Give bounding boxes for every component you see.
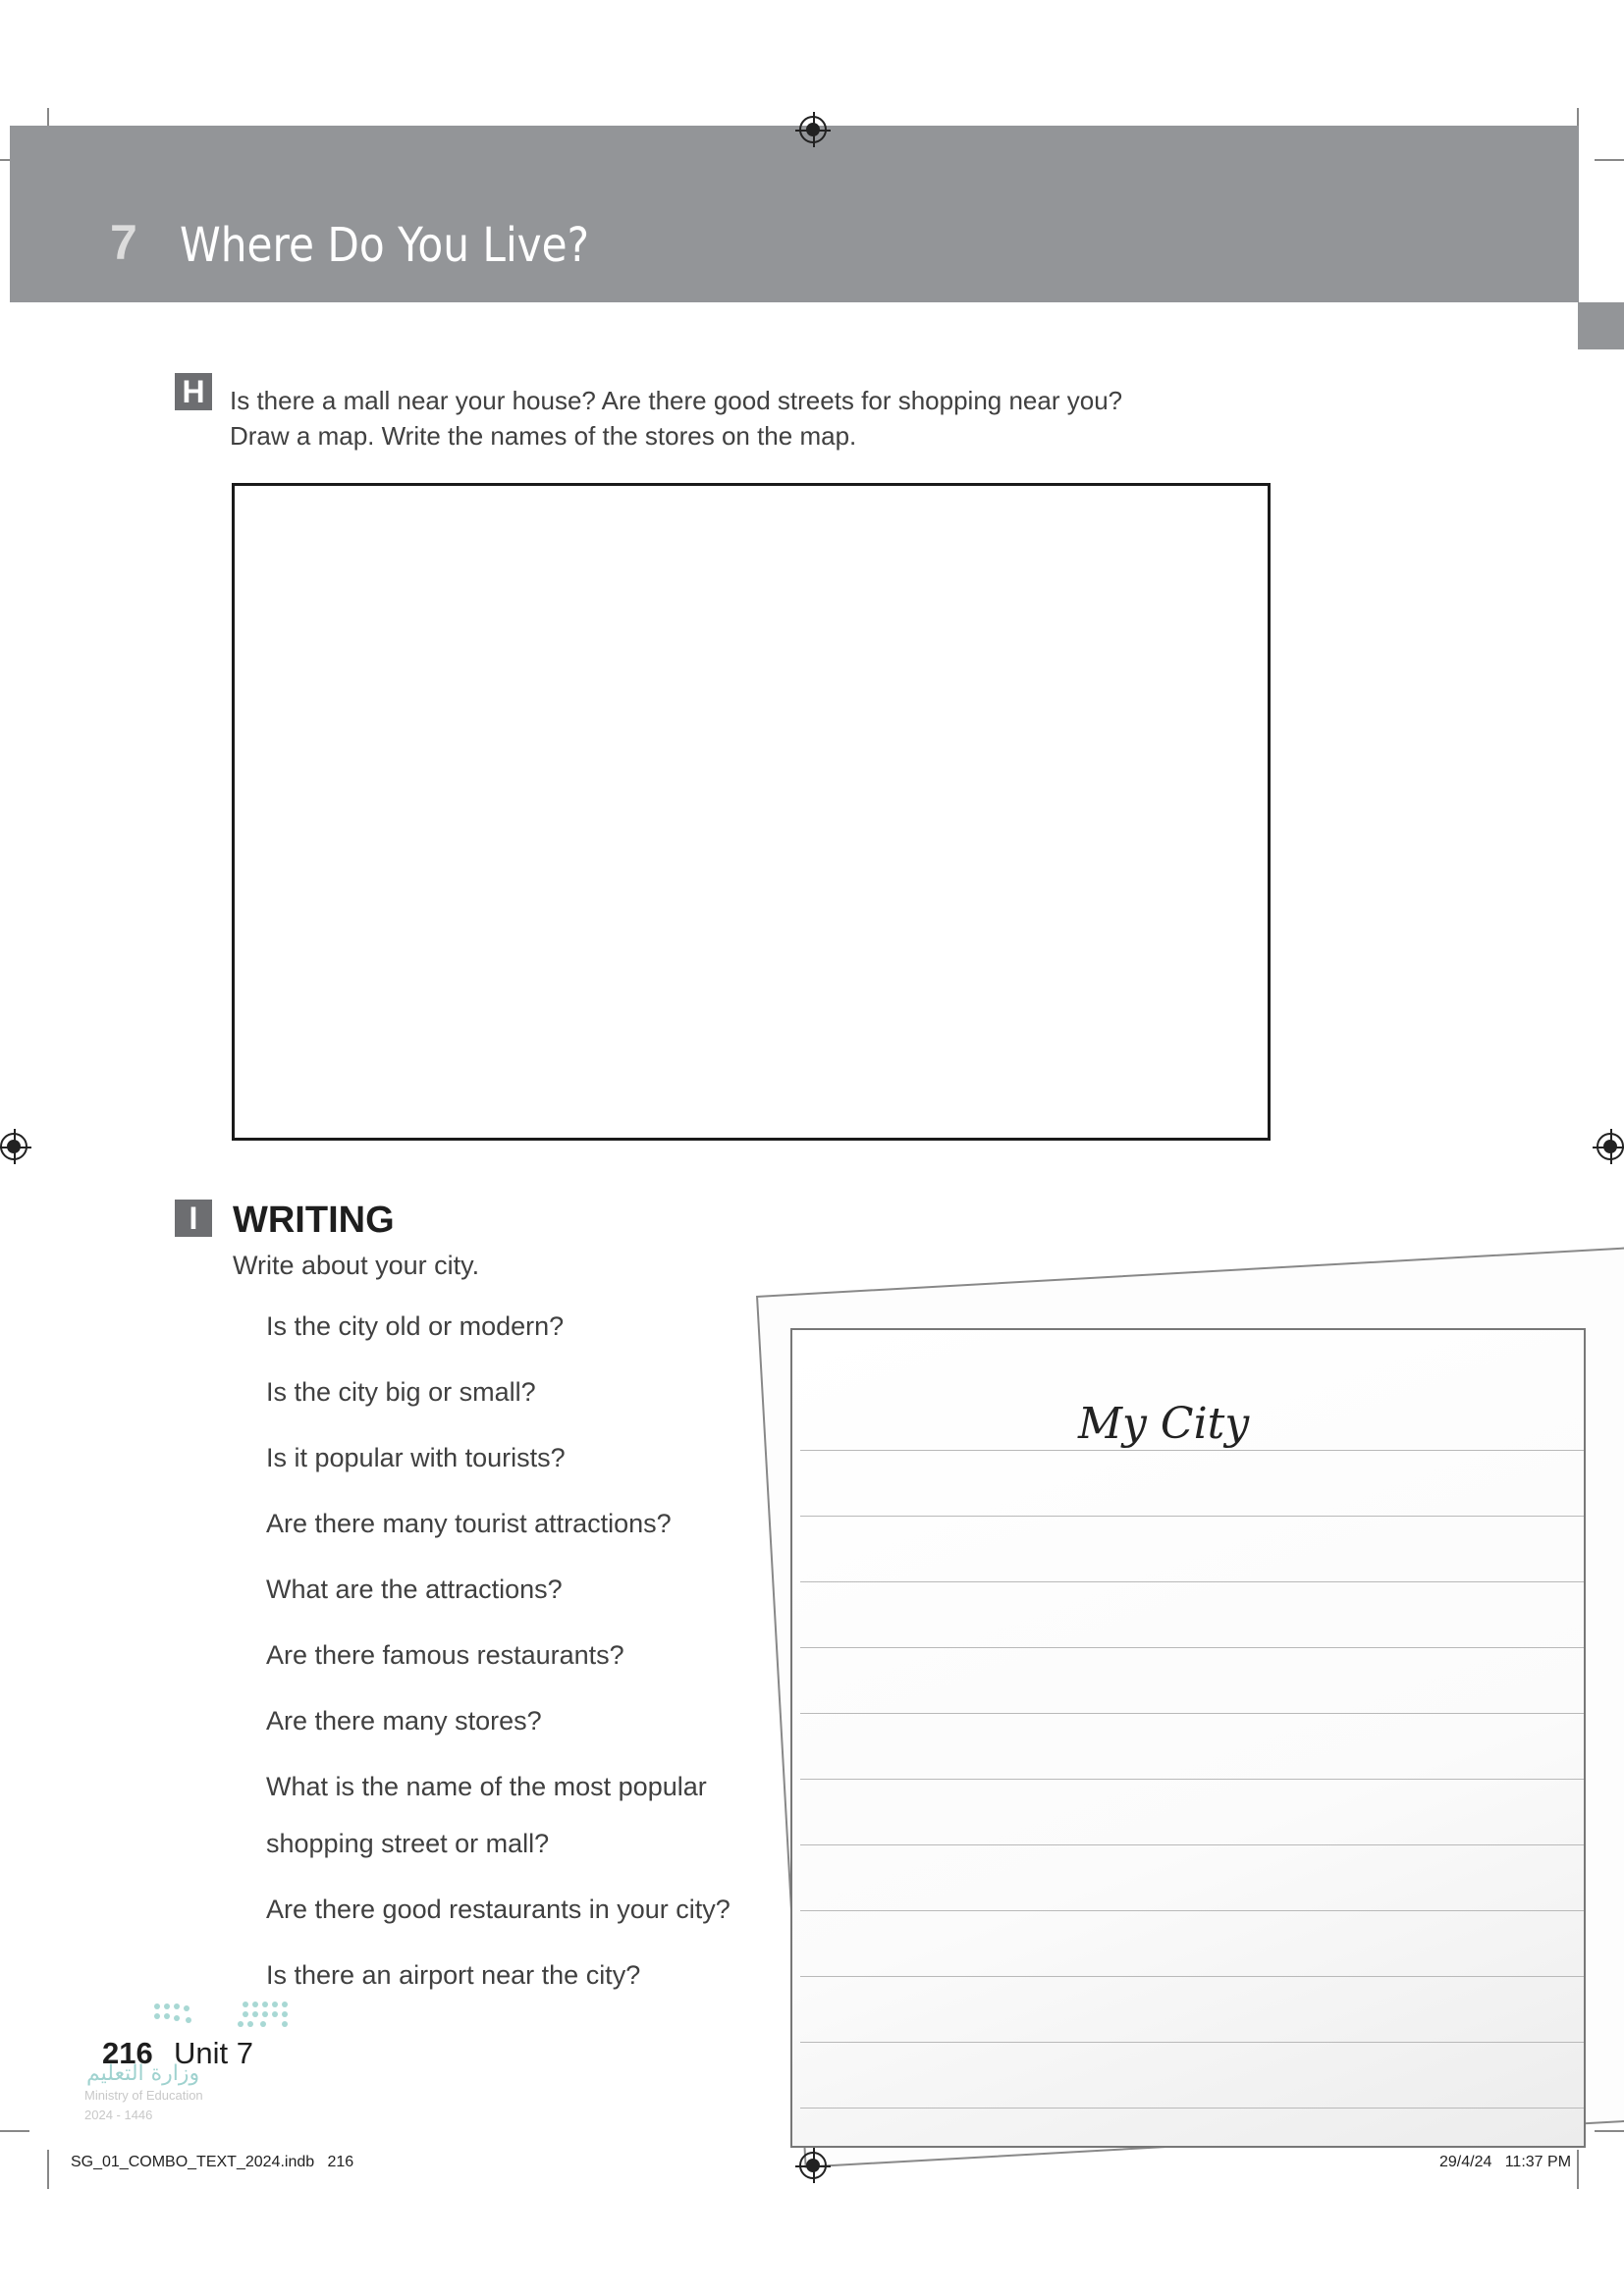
section-badge-i: I bbox=[175, 1200, 212, 1237]
header-band bbox=[10, 126, 1579, 302]
notebook-title: My City bbox=[1078, 1399, 1250, 1449]
ministry-logo-icon bbox=[147, 1999, 295, 2038]
registration-mark bbox=[799, 2152, 827, 2179]
ruled-line bbox=[800, 1713, 1584, 1714]
registration-mark bbox=[1597, 1133, 1624, 1160]
ruled-line bbox=[800, 1647, 1584, 1648]
logo-english-text: Ministry of Education bbox=[84, 2088, 203, 2103]
map-drawing-box[interactable] bbox=[232, 483, 1271, 1141]
ruled-line bbox=[800, 2042, 1584, 2043]
section-title: WRITING bbox=[233, 1200, 395, 1241]
crop-mark bbox=[1577, 2150, 1579, 2189]
date-info: 29/4/24 11:37 PM bbox=[1439, 2154, 1572, 2170]
ruled-line bbox=[800, 1976, 1584, 1977]
page-title: Where Do You Live? bbox=[180, 218, 590, 273]
header-tab bbox=[1578, 302, 1624, 349]
registration-mark bbox=[0, 1133, 27, 1160]
notebook-writing-area[interactable] bbox=[790, 1328, 1586, 2148]
logo-year-text: 2024 - 1446 bbox=[84, 2108, 153, 2122]
crop-mark bbox=[0, 2130, 29, 2132]
unit-label: Unit 7 bbox=[174, 2036, 253, 2070]
ruled-line bbox=[800, 1910, 1584, 1911]
logo-arabic-text: وزارة التعليم bbox=[86, 2061, 200, 2086]
ruled-line bbox=[800, 1516, 1584, 1517]
crop-mark bbox=[1595, 2130, 1624, 2132]
unit-number: 7 bbox=[110, 215, 137, 270]
page-number: 216 bbox=[102, 2036, 153, 2070]
file-info: SG_01_COMBO_TEXT_2024.indb 216 bbox=[71, 2154, 354, 2170]
ruled-line bbox=[800, 1844, 1584, 1845]
ruled-line bbox=[800, 1581, 1584, 1582]
instruction-line-2: Draw a map. Write the names of the stores on the map. bbox=[230, 421, 857, 451]
ruled-line bbox=[800, 1450, 1584, 1451]
crop-mark bbox=[1595, 159, 1624, 161]
section-subtitle: Write about your city. bbox=[233, 1251, 480, 1280]
instruction-line-1: Is there a mall near your house? Are there good streets for shopping near you? bbox=[230, 386, 1123, 415]
registration-mark bbox=[799, 116, 827, 143]
crop-mark bbox=[47, 2150, 49, 2189]
ruled-line bbox=[800, 2108, 1584, 2109]
section-badge-h: H bbox=[175, 373, 212, 410]
ruled-line bbox=[800, 1779, 1584, 1780]
